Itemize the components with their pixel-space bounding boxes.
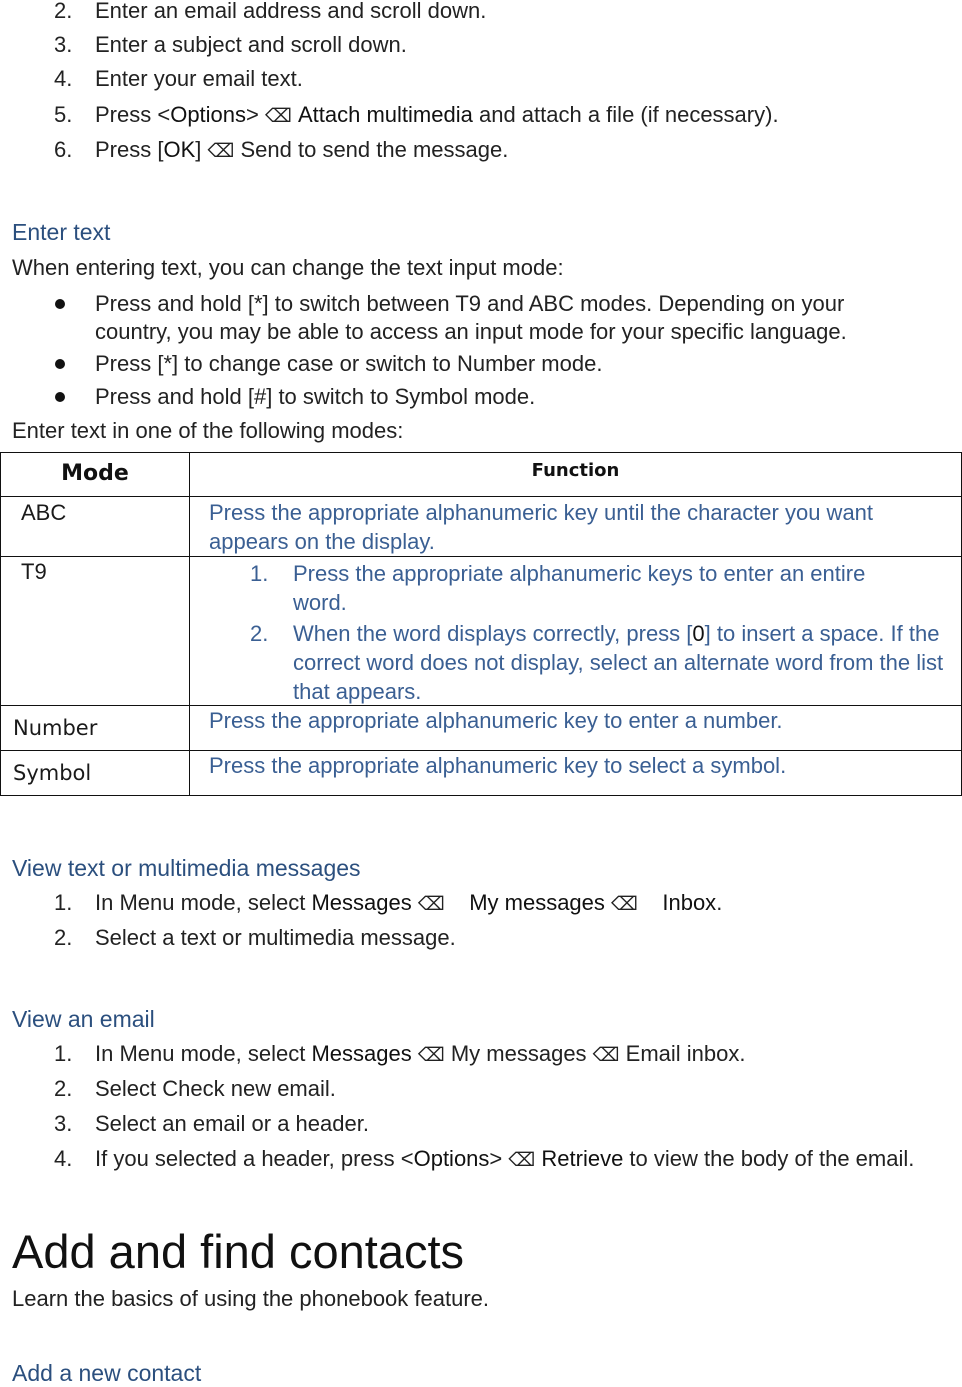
bullet-icon [55, 392, 65, 402]
bullet-icon [55, 359, 65, 369]
function-cell: Press the appropriate alphanumeric key to select a symbol. [190, 751, 962, 796]
attach-multimedia-label: Attach multimedia [298, 102, 473, 127]
table-row [1, 751, 962, 796]
step-text [95, 1144, 948, 1175]
messages-label: Messages [311, 890, 412, 915]
bullet-icon [55, 299, 65, 309]
step-number: 2. [54, 0, 73, 23]
step-text: Select an email or a header. [95, 1111, 369, 1136]
step-number: 3. [54, 1111, 73, 1136]
bullet-text: Press and hold [#] to switch to Symbol mode. [95, 384, 536, 409]
bullet-text: Press and hold [*] to switch between T9 and ABC modes. Depending on your country, you may be able to access an input mode for your specific language. [95, 291, 847, 344]
mode-cell: Number [1, 706, 190, 751]
text-segment: In Menu mode, select [95, 890, 312, 915]
step-number: 2. [54, 925, 73, 950]
options-key-label: Options [170, 102, 247, 127]
mode-cell: ABC [1, 497, 190, 557]
step-text: Enter your email text. [95, 66, 303, 91]
step-number: 2. [54, 1076, 73, 1101]
my-messages-label: My messages [469, 890, 605, 915]
step-text: Press the appropriate alphanumeric keys to enter an entire word. [293, 561, 866, 615]
table-header-mode: Mode [1, 453, 190, 497]
table-row [1, 557, 962, 706]
text-segment: . [716, 890, 723, 915]
section-heading-enter-text: Enter text [12, 219, 111, 245]
text-segment: > [246, 102, 265, 127]
table-header-row [1, 453, 962, 497]
paragraph: When entering text, you can change the text input mode: [12, 255, 564, 280]
mode-cell: Symbol [1, 751, 190, 796]
mode-cell: T9 [1, 557, 190, 706]
step-number: 1. [54, 1041, 73, 1066]
text-segment: > [489, 1146, 509, 1171]
table-header-function: Function [190, 453, 962, 497]
function-cell: Press the appropriate alphanumeric key until the character you want appears on the display. [190, 497, 962, 557]
text-segment: Press [ [95, 137, 164, 162]
messages-label: Messages [311, 1041, 412, 1066]
page-title: Add and find contacts [12, 1225, 465, 1278]
paragraph: Learn the basics of using the phonebook feature. [12, 1286, 490, 1311]
step-text [95, 1039, 948, 1070]
options-key-label: Options [413, 1146, 490, 1171]
step-number: 4. [54, 1146, 73, 1171]
text-segment: Email inbox. [619, 1041, 746, 1066]
arrow-icon: ⌫ [417, 1044, 445, 1066]
function-cell: Press the appropriate alphanumeric key to enter a number. [190, 706, 962, 751]
modes-table [0, 452, 962, 796]
step-text [95, 135, 948, 166]
arrow-icon: ⌫ [508, 1149, 536, 1171]
text-segment: to view the body of the email. [623, 1146, 915, 1171]
text-segment: Press < [95, 102, 171, 127]
step-text: Enter a subject and scroll down. [95, 32, 407, 57]
retrieve-label: Retrieve [535, 1146, 624, 1171]
zero-key-label: 0 [692, 621, 705, 646]
text-segment: When the word displays correctly, press [ [293, 621, 693, 646]
text-segment: In Menu mode, select [95, 1041, 312, 1066]
text-segment: If you selected a header, press < [95, 1146, 414, 1171]
step-number: 5. [54, 102, 73, 127]
arrow-icon: ⌫ [611, 893, 638, 915]
table-row [1, 497, 962, 557]
step-text: Select Check new email. [95, 1076, 336, 1101]
text-segment: My messages [444, 1041, 593, 1066]
step-text [95, 100, 948, 131]
step-number: 3. [54, 32, 73, 57]
step-number: 2. [250, 621, 269, 646]
step-text [95, 888, 948, 919]
list-item [190, 559, 961, 619]
arrow-icon: ⌫ [207, 140, 235, 162]
arrow-icon: ⌫ [592, 1044, 620, 1066]
function-cell [190, 557, 962, 706]
list-item [190, 619, 961, 705]
table-row [1, 706, 962, 751]
step-text: Enter an email address and scroll down. [95, 0, 487, 23]
step-number: 1. [54, 890, 73, 915]
step-number: 6. [54, 137, 73, 162]
section-heading-add-contact: Add a new contact [12, 1360, 202, 1386]
step-number: 1. [250, 561, 269, 586]
arrow-icon: ⌫ [265, 105, 292, 127]
step-number: 4. [54, 66, 73, 91]
text-segment: ] [195, 137, 208, 162]
bullet-text: Press [*] to change case or switch to Number mode. [95, 351, 603, 376]
text-segment: ] to insert a space. If the correct word does not display, select an alternate word from the list that appears. [293, 621, 944, 704]
step-text [293, 619, 951, 706]
text-segment: Send to send the message. [234, 137, 509, 162]
paragraph: Enter text in one of the following modes: [12, 418, 404, 443]
step-text: Select a text or multimedia message. [95, 925, 456, 950]
section-heading-view-messages: View text or multimedia messages [12, 855, 361, 881]
inbox-label: Inbox [662, 890, 717, 915]
text-segment: and attach a file (if necessary). [472, 102, 779, 127]
section-heading-view-email: View an email [12, 1006, 155, 1032]
ok-key-label: OK [163, 137, 196, 162]
arrow-icon: ⌫ [417, 893, 445, 915]
